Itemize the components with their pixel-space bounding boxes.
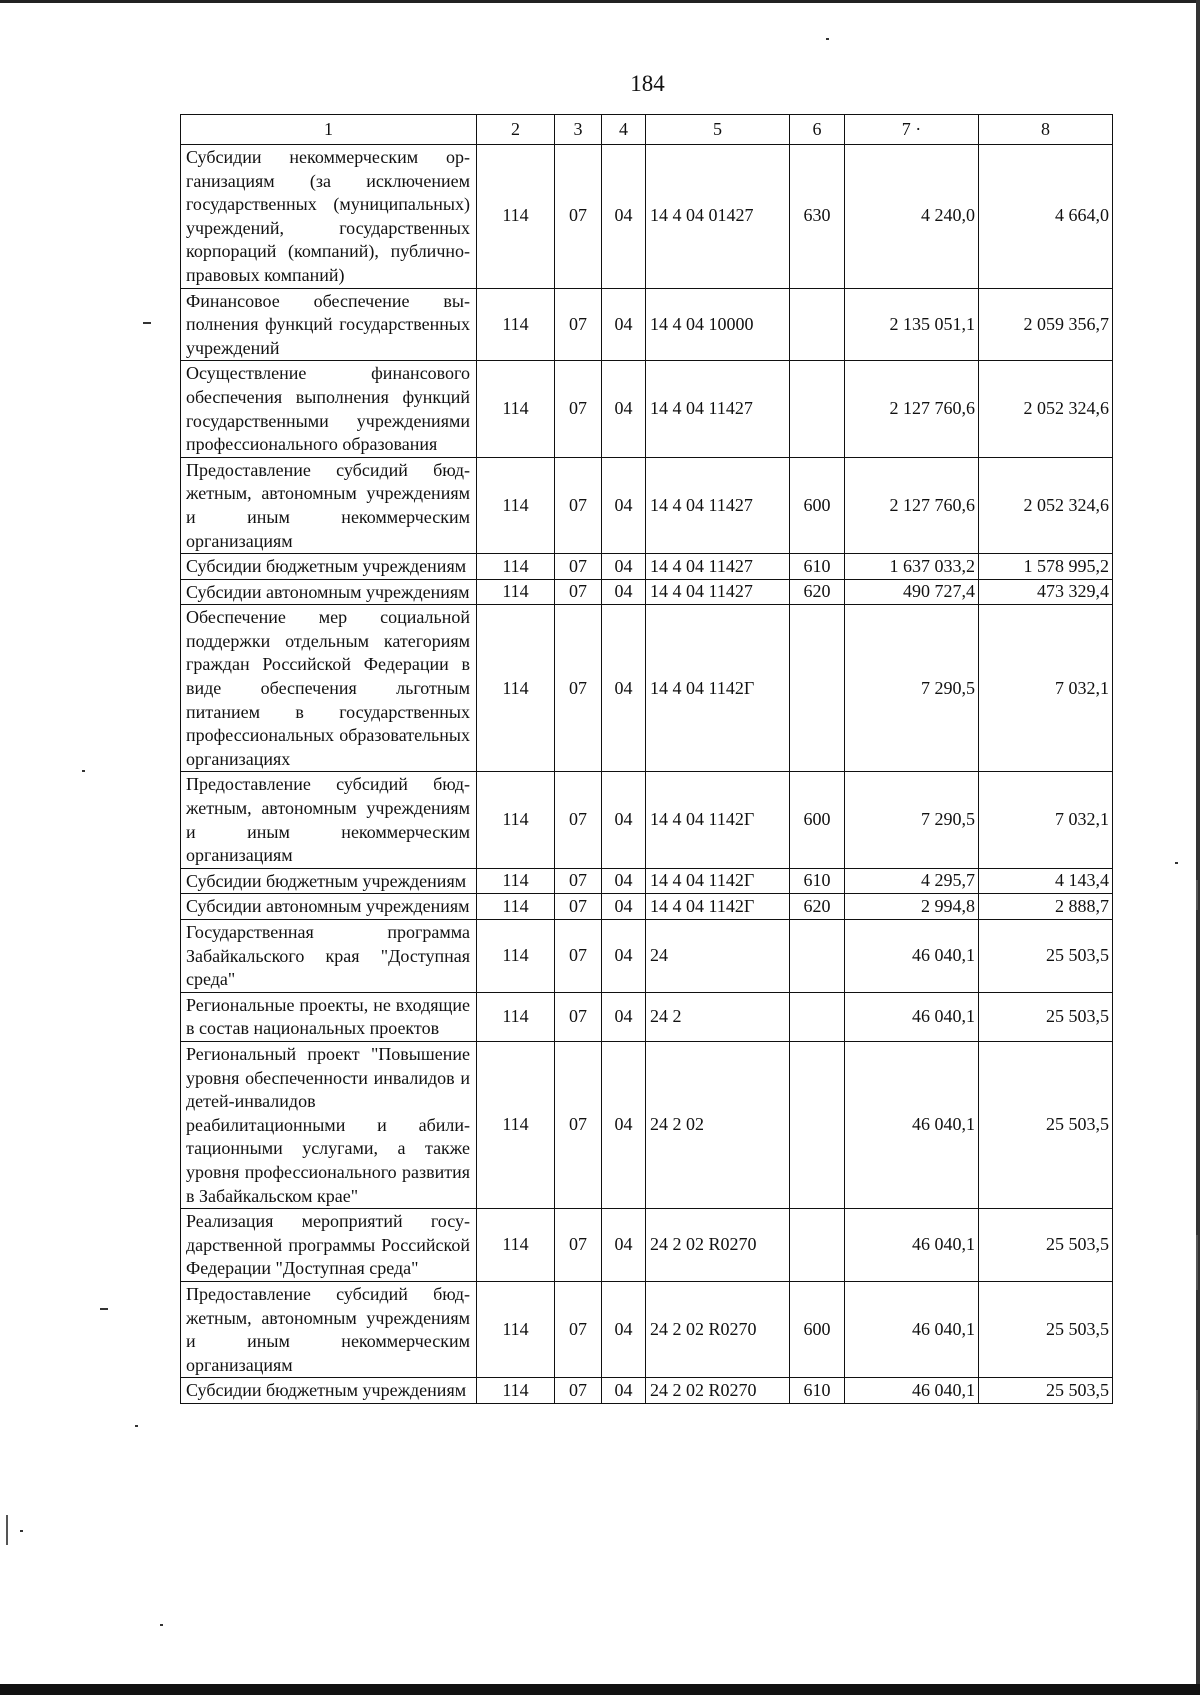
row-description: Субсидии бюджетным учреждениям	[181, 868, 477, 894]
cell-col-2: 114	[477, 772, 555, 868]
header-cell: 1	[181, 115, 477, 145]
scan-speck	[1175, 862, 1178, 864]
table-row	[181, 579, 1113, 605]
cell-col-6: 600	[790, 772, 845, 868]
scan-edge-right	[1196, 0, 1200, 1695]
cell-col-8: 2 059 356,7	[979, 288, 1113, 361]
header-cell: 3	[555, 115, 602, 145]
cell-col-7: 4 240,0	[845, 145, 979, 289]
table-row	[181, 361, 1113, 457]
row-description: Субсидии автономным учреждениям	[181, 894, 477, 920]
table-row	[181, 1281, 1113, 1377]
cell-col-4: 04	[602, 361, 646, 457]
cell-col-4: 04	[602, 920, 646, 993]
scan-speck	[100, 1308, 108, 1310]
cell-col-2: 114	[477, 554, 555, 580]
cell-col-3: 07	[555, 1209, 602, 1282]
cell-col-5: 24 2	[646, 992, 790, 1041]
scan-mark	[6, 1515, 8, 1545]
scan-mark	[1196, 1390, 1198, 1430]
row-description: Региональный проект "Повышение уровня обеспеченности инвалидов и детей-инвалидов реабилитационными и абилитационными услугами, а также уровня профессионального развития в Забайкальском крае"	[181, 1041, 477, 1208]
cell-col-2: 114	[477, 1378, 555, 1404]
cell-col-3: 07	[555, 920, 602, 993]
cell-col-5: 24	[646, 920, 790, 993]
scan-edge-bottom	[0, 1684, 1200, 1695]
scan-speck	[160, 1624, 163, 1626]
cell-col-3: 07	[555, 992, 602, 1041]
cell-col-7: 490 727,4	[845, 579, 979, 605]
cell-col-6	[790, 920, 845, 993]
cell-col-8: 25 503,5	[979, 1041, 1113, 1208]
cell-col-2: 114	[477, 605, 555, 772]
cell-col-7: 46 040,1	[845, 992, 979, 1041]
cell-col-3: 07	[555, 1281, 602, 1377]
cell-col-7: 46 040,1	[845, 1041, 979, 1208]
cell-col-3: 07	[555, 894, 602, 920]
cell-col-4: 04	[602, 1209, 646, 1282]
cell-col-3: 07	[555, 1378, 602, 1404]
table-row	[181, 605, 1113, 772]
cell-col-3: 07	[555, 554, 602, 580]
table-row	[181, 457, 1113, 553]
header-cell: 4	[602, 115, 646, 145]
cell-col-6: 600	[790, 457, 845, 553]
cell-col-5: 14 4 04 11427	[646, 361, 790, 457]
cell-col-3: 07	[555, 1041, 602, 1208]
cell-col-8: 2 888,7	[979, 894, 1113, 920]
cell-col-2: 114	[477, 868, 555, 894]
table-row	[181, 992, 1113, 1041]
cell-col-3: 07	[555, 579, 602, 605]
cell-col-8: 25 503,5	[979, 1281, 1113, 1377]
cell-col-5: 24 2 02	[646, 1041, 790, 1208]
cell-col-2: 114	[477, 579, 555, 605]
cell-col-8: 25 503,5	[979, 1209, 1113, 1282]
cell-col-8: 2 052 324,6	[979, 457, 1113, 553]
cell-col-6: 620	[790, 579, 845, 605]
table-row	[181, 894, 1113, 920]
cell-col-8: 25 503,5	[979, 1378, 1113, 1404]
cell-col-3: 07	[555, 605, 602, 772]
cell-col-6	[790, 1209, 845, 1282]
row-description: Субсидии автономным учреждениям	[181, 579, 477, 605]
cell-col-7: 4 295,7	[845, 868, 979, 894]
cell-col-8: 1 578 995,2	[979, 554, 1113, 580]
cell-col-6: 610	[790, 868, 845, 894]
cell-col-2: 114	[477, 920, 555, 993]
cell-col-6: 610	[790, 554, 845, 580]
cell-col-4: 04	[602, 554, 646, 580]
scan-edge-top	[0, 0, 1200, 3]
cell-col-4: 04	[602, 1378, 646, 1404]
cell-col-5: 14 4 04 11427	[646, 554, 790, 580]
scan-mark	[1196, 1235, 1198, 1290]
cell-col-8: 7 032,1	[979, 772, 1113, 868]
cell-col-4: 04	[602, 1041, 646, 1208]
cell-col-4: 04	[602, 288, 646, 361]
row-description: Финансовое обеспечение выполнения функций государственных учреждений	[181, 288, 477, 361]
cell-col-4: 04	[602, 772, 646, 868]
cell-col-2: 114	[477, 361, 555, 457]
table-row	[181, 1041, 1113, 1208]
header-row	[181, 115, 1113, 145]
table-row	[181, 1209, 1113, 1282]
cell-col-5: 14 4 04 01427	[646, 145, 790, 289]
cell-col-4: 04	[602, 1281, 646, 1377]
row-description: Региональные проекты, не входящие в состав национальных проектов	[181, 992, 477, 1041]
header-cell: 7 ·	[845, 115, 979, 145]
page-number: 184	[630, 71, 665, 96]
cell-col-6	[790, 605, 845, 772]
scan-speck	[20, 1530, 23, 1532]
cell-col-6: 600	[790, 1281, 845, 1377]
cell-col-8: 7 032,1	[979, 605, 1113, 772]
cell-col-5: 14 4 04 1142Г	[646, 894, 790, 920]
header-cell: 6	[790, 115, 845, 145]
cell-col-6: 620	[790, 894, 845, 920]
table-row	[181, 1378, 1113, 1404]
scan-speck	[143, 322, 151, 324]
cell-col-6: 610	[790, 1378, 845, 1404]
row-description: Реализация мероприятий государственной программы Российской Федерации "Доступная среда"	[181, 1209, 477, 1282]
cell-col-7: 46 040,1	[845, 1281, 979, 1377]
cell-col-4: 04	[602, 992, 646, 1041]
cell-col-5: 14 4 04 11427	[646, 579, 790, 605]
cell-col-4: 04	[602, 894, 646, 920]
row-description: Предоставление субсидий бюджетным, автономным учреждениям и иным некоммерческим организациям	[181, 1281, 477, 1377]
cell-col-7: 2 994,8	[845, 894, 979, 920]
row-description: Субсидии бюджетным учреждениям	[181, 1378, 477, 1404]
cell-col-7: 46 040,1	[845, 920, 979, 993]
cell-col-2: 114	[477, 1281, 555, 1377]
cell-col-4: 04	[602, 868, 646, 894]
header-cell: 2	[477, 115, 555, 145]
header-cell: 8	[979, 115, 1113, 145]
cell-col-5: 24 2 02 R0270	[646, 1281, 790, 1377]
cell-col-4: 04	[602, 457, 646, 553]
table-row	[181, 772, 1113, 868]
cell-col-6	[790, 361, 845, 457]
budget-table	[180, 114, 1113, 1404]
row-description: Обеспечение мер социальной поддержки отдельным категориям граждан Российской Федерации в виде обеспечения льготным питанием в государственных профессиональных образовательных организациях	[181, 605, 477, 772]
cell-col-2: 114	[477, 1209, 555, 1282]
row-description: Осуществление финансового обеспечения выполнения функций государственными учреждениями профессионального образования	[181, 361, 477, 457]
scan-speck	[135, 1425, 138, 1427]
cell-col-5: 14 4 04 10000	[646, 288, 790, 361]
cell-col-7: 1 637 033,2	[845, 554, 979, 580]
cell-col-7: 2 127 760,6	[845, 361, 979, 457]
scan-speck	[826, 38, 829, 40]
cell-col-7: 2 127 760,6	[845, 457, 979, 553]
cell-col-3: 07	[555, 772, 602, 868]
cell-col-8: 473 329,4	[979, 579, 1113, 605]
cell-col-2: 114	[477, 457, 555, 553]
cell-col-5: 14 4 04 11427	[646, 457, 790, 553]
cell-col-7: 7 290,5	[845, 605, 979, 772]
cell-col-4: 04	[602, 145, 646, 289]
cell-col-3: 07	[555, 868, 602, 894]
row-description: Государственная программа Забайкальского края "Доступная среда"	[181, 920, 477, 993]
cell-col-2: 114	[477, 288, 555, 361]
table-row	[181, 554, 1113, 580]
cell-col-4: 04	[602, 579, 646, 605]
header-cell: 5	[646, 115, 790, 145]
cell-col-3: 07	[555, 145, 602, 289]
table-row	[181, 868, 1113, 894]
cell-col-2: 114	[477, 145, 555, 289]
cell-col-7: 2 135 051,1	[845, 288, 979, 361]
cell-col-4: 04	[602, 605, 646, 772]
cell-col-6	[790, 992, 845, 1041]
cell-col-3: 07	[555, 457, 602, 553]
cell-col-6: 630	[790, 145, 845, 289]
cell-col-8: 25 503,5	[979, 992, 1113, 1041]
cell-col-3: 07	[555, 288, 602, 361]
cell-col-5: 24 2 02 R0270	[646, 1378, 790, 1404]
cell-col-8: 25 503,5	[979, 920, 1113, 993]
scan-speck	[82, 770, 85, 772]
cell-col-7: 46 040,1	[845, 1209, 979, 1282]
cell-col-7: 46 040,1	[845, 1378, 979, 1404]
cell-col-6	[790, 288, 845, 361]
cell-col-3: 07	[555, 361, 602, 457]
cell-col-6	[790, 1041, 845, 1208]
cell-col-5: 14 4 04 1142Г	[646, 868, 790, 894]
cell-col-2: 114	[477, 992, 555, 1041]
table-row	[181, 920, 1113, 993]
row-description: Предоставление субсидий бюджетным, автономным учреждениям и иным некоммерческим организациям	[181, 772, 477, 868]
row-description: Субсидии бюджетным учреждениям	[181, 554, 477, 580]
cell-col-2: 114	[477, 1041, 555, 1208]
cell-col-8: 4 143,4	[979, 868, 1113, 894]
cell-col-8: 4 664,0	[979, 145, 1113, 289]
scan-mark	[1196, 880, 1198, 910]
table-row	[181, 288, 1113, 361]
row-description: Предоставление субсидий бюджетным, автономным учреждениям и иным некоммерческим организациям	[181, 457, 477, 553]
cell-col-2: 114	[477, 894, 555, 920]
cell-col-5: 14 4 04 1142Г	[646, 772, 790, 868]
table-row	[181, 145, 1113, 289]
cell-col-8: 2 052 324,6	[979, 361, 1113, 457]
row-description: Субсидии некоммерческим организациям (за исключением государственных (муниципальных) учреждений, государственных корпораций (компаний), публично-правовых компаний)	[181, 145, 477, 289]
cell-col-5: 24 2 02 R0270	[646, 1209, 790, 1282]
cell-col-7: 7 290,5	[845, 772, 979, 868]
cell-col-5: 14 4 04 1142Г	[646, 605, 790, 772]
